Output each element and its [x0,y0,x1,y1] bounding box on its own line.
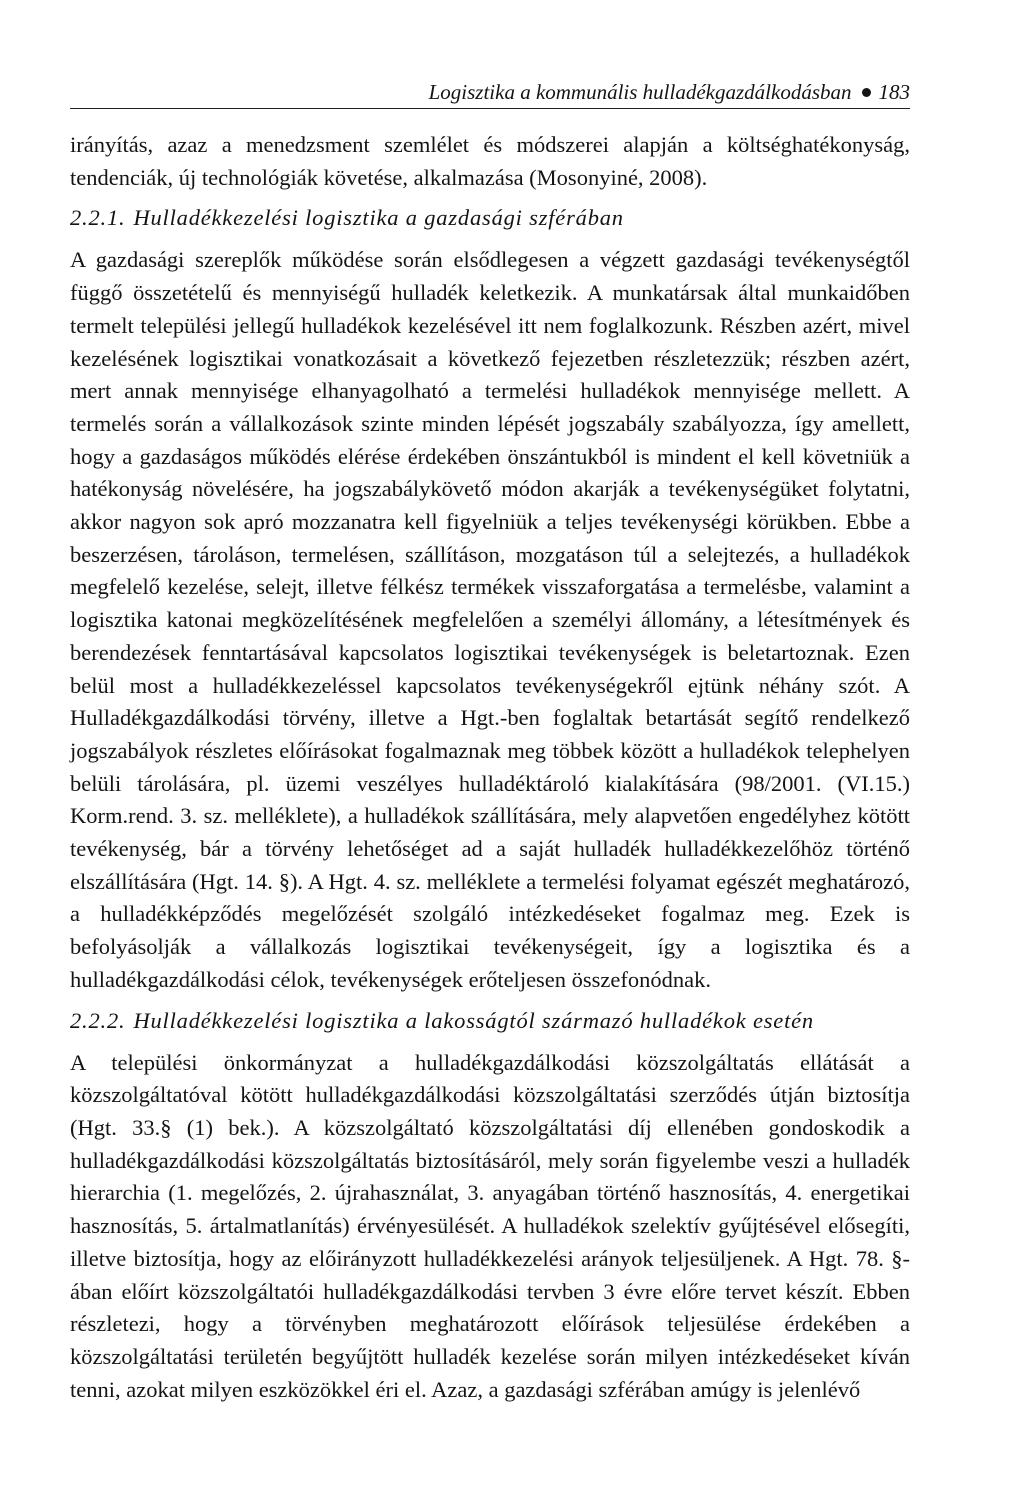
section-body-2-2-1: A gazdasági szereplők működése során elsődlegesen a végzett gazdasági tevékenységtől függő összetételű és mennyiségű hulladék keletkezik. A munkatársak által munkaidőben termelt települési jellegű hulladékok kezelésével itt nem foglalkozunk. Részben azért, mivel kezelésének logisztikai vonatkozásait a következő fejezetben részletezzük; részben azért, mert annak mennyisége elhanyagolható a termelési hulladékok mennyisége mellett. A termelés során a vállalkozások szinte minden lépését jogszabály szabályozza, így amellett, hogy a gazdaságos működés elérése érdekében önszántukból is mindent el kell követniük a hatékonyság növelésére, ha jogszabálykövető módon akarják a tevékenységüket folytatni, akkor nagyon sok apró mozzanatra kell figyelniük a teljes tevékenységi körükben. Ebbe a beszerzésen, tároláson, termelésen, szállításon, mozgatáson túl a selejtezés, a hulladékok megfelelő kezelése, selejt, illetve félkész termékek visszaforgatása a termelésbe, valamint a logisztika katonai megközelítésének megfelelően a személyi állomány, a létesítmények és berendezések fenntartásával kapcsolatos logisztikai tevékenységek is beletartoznak. Ezen belül most a hulladékkezeléssel kapcsolatos tevékenységekről ejtünk néhány szót. A Hulladékgazdálkodási törvény, illetve a Hgt.-ben foglaltak betartását segítő rendelkező jogszabályok részletes előírásokat fogalmaznak meg többek között a hulladékok telephelyen belüli tárolására, pl. üzemi veszélyes hulladéktároló kialakítására (98/2001. (VI.15.) Korm.rend. 3. sz. melléklete), a hulladékok szállítására, mely alapvetően engedélyhez kötött tevékenység, bár a törvény lehetőséget ad a saját hulladék hulladékkezelőhöz történő elszállítására (Hgt. 14. §). A Hgt. 4. sz. melléklete a termelési folyamat egészét meghatározó, a hulladékképződés megelőzését szolgáló intézkedéseket fogalmaz meg. Ezek is befolyásolják a vállalkozás logisztikai tevékenységeit, így a logisztika és a hulladékgazdálkodási célok, tevékenységek erőteljesen összefonódnak. [70,247,910,992]
page-number: 183 [878,80,910,104]
section-heading-2-2-1 [70,202,910,234]
section-title: Hulladékkezelési logisztika a lakosságtól származó hulladékok esetén [133,1007,814,1033]
section-number: 2.2.1. [70,205,126,231]
bullet-dot-icon [862,88,871,97]
section-title: Hulladékkezelési logisztika a gazdasági szférában [133,205,624,231]
section-heading-2-2-2 [70,1005,910,1037]
section-body-2-2-2: A települési önkormányzat a hulladékgazdálkodási közszolgáltatás ellátását a közszolgáltatóval kötött hulladékgazdálkodási közszolgáltatási szerződés útján biztosítja (Hgt. 33.§ (1) bek.). A közszolgáltató közszolgáltatási díj ellenében gondoskodik a hulladékgazdálkodási közszolgáltatás biztosításáról, mely során figyelembe veszi a hulladék hierarchia (1. megelőzés, 2. újrahasználat, 3. anyagában történő hasznosítás, 4. energetikai hasznosítás, 5. ártalmatlanítás) érvényesülését. A hulladékok szelektív gyűjtésével elősegíti, illetve biztosítja, hogy az előirányzott hulladékkezelési arányok teljesüljenek. A Hgt. 78. §-ában előírt közszolgáltatói hulladékgazdálkodási tervben 3 évre előre tervet készít. Ebben részletezi, hogy a törvényben meghatározott előírások teljesülése érdekében a közszolgáltatási területén begyűjtött hulladék kezelése során milyen intézkedéseket kíván tenni, azokat milyen eszközökkel éri el. Azaz, a gazdasági szférában amúgy is jelenlévő [70,1049,910,1402]
running-header [70,80,910,109]
intro-paragraph: irányítás, azaz a menedzsment szemlélet és módszerei alapján a költséghatékonyság, tendenciák, új technológiák követése, alkalmazása (Mosonyiné, 2008). [70,132,910,190]
section-number: 2.2.2. [70,1007,126,1033]
book-page [70,80,910,1406]
running-title: Logisztika a kommunális hulladékgazdálkodásban [428,80,852,104]
